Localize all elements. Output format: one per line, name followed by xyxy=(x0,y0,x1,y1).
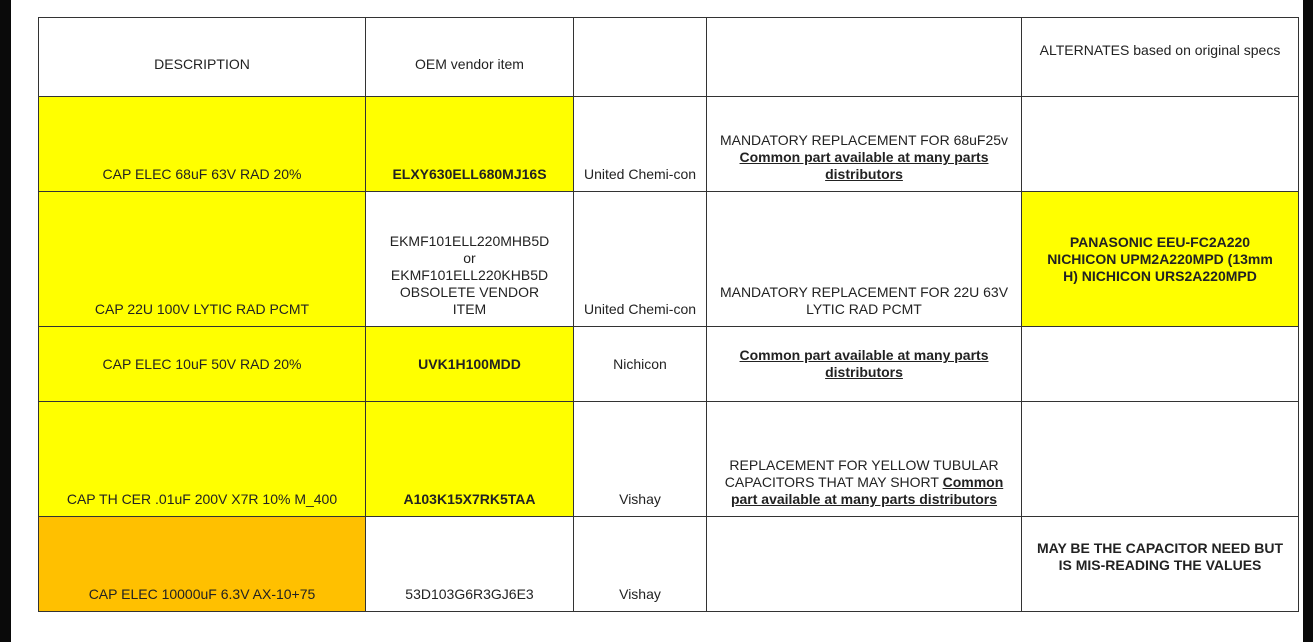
row-2-description: CAP 22U 100V LYTIC RAD PCMT xyxy=(39,192,366,327)
row-4-vendor: Vishay xyxy=(574,402,707,517)
row-3-note xyxy=(707,327,1022,402)
row-2-oem xyxy=(366,192,574,327)
row-1-distributors-link[interactable]: Common part available at many parts distributors xyxy=(739,149,989,182)
row-1-description: CAP ELEC 68uF 63V RAD 20% xyxy=(39,97,366,192)
row-3-vendor: Nichicon xyxy=(574,327,707,402)
row-2-oem-line-1: EKMF101ELL220MHB5D xyxy=(389,233,550,249)
left-edge-bar xyxy=(0,0,11,642)
table-row xyxy=(39,517,1299,612)
row-4-note-text: REPLACEMENT FOR YELLOW TUBULAR CAPACITORS THAT MAY SHORT xyxy=(724,457,999,490)
row-1-note xyxy=(707,97,1022,192)
row-5-note xyxy=(707,517,1022,612)
header-col4 xyxy=(707,18,1022,97)
row-1-note-text: MANDATORY REPLACEMENT FOR 68uF25v xyxy=(719,132,1009,148)
row-5-alternate: MAY BE THE CAPACITOR NEED BUT IS MIS-READING THE VALUES xyxy=(1022,517,1299,612)
header-row xyxy=(39,18,1299,97)
header-col3 xyxy=(574,18,707,97)
row-2-oem-line-3: EKMF101ELL220KHB5D xyxy=(390,267,549,283)
row-2-oem-line-2: or xyxy=(463,250,476,266)
table-row xyxy=(39,327,1299,402)
row-2-vendor: United Chemi-con xyxy=(574,192,707,327)
row-3-description: CAP ELEC 10uF 50V RAD 20% xyxy=(39,327,366,402)
table-row xyxy=(39,402,1299,517)
row-1-oem: ELXY630ELL680MJ16S xyxy=(366,97,574,192)
header-alternates: ALTERNATES based on original specs xyxy=(1022,18,1299,97)
row-3-alternate xyxy=(1022,327,1299,402)
row-2-oem-line-4: OBSOLETE VENDOR xyxy=(399,284,540,300)
header-oem-vendor-item: OEM vendor item xyxy=(366,18,574,97)
row-4-oem: A103K15X7RK5TAA xyxy=(366,402,574,517)
right-edge-bar xyxy=(1303,0,1313,642)
table-row xyxy=(39,97,1299,192)
row-2-alternate: PANASONIC EEU-FC2A220 NICHICON UPM2A220MPD (13mm H) NICHICON URS2A220MPD xyxy=(1022,192,1299,327)
row-4-description: CAP TH CER .01uF 200V X7R 10% M_400 xyxy=(39,402,366,517)
table-row xyxy=(39,192,1299,327)
row-4-alternate xyxy=(1022,402,1299,517)
row-5-description: CAP ELEC 10000uF 6.3V AX-10+75 xyxy=(39,517,366,612)
row-5-oem: 53D103G6R3GJ6E3 xyxy=(366,517,574,612)
row-1-alternate xyxy=(1022,97,1299,192)
row-1-vendor: United Chemi-con xyxy=(574,97,707,192)
row-4-note xyxy=(707,402,1022,517)
row-3-distributors-link[interactable]: Common part available at many parts distributors xyxy=(739,347,989,380)
row-4-distributors-link[interactable]: Common part available at many parts distributors xyxy=(730,474,1004,507)
parts-table xyxy=(38,17,1299,612)
row-3-oem: UVK1H100MDD xyxy=(366,327,574,402)
header-description: DESCRIPTION xyxy=(39,18,366,97)
row-5-vendor: Vishay xyxy=(574,517,707,612)
row-2-note: MANDATORY REPLACEMENT FOR 22U 63V LYTIC RAD PCMT xyxy=(707,192,1022,327)
row-2-oem-line-5: ITEM xyxy=(452,301,487,317)
